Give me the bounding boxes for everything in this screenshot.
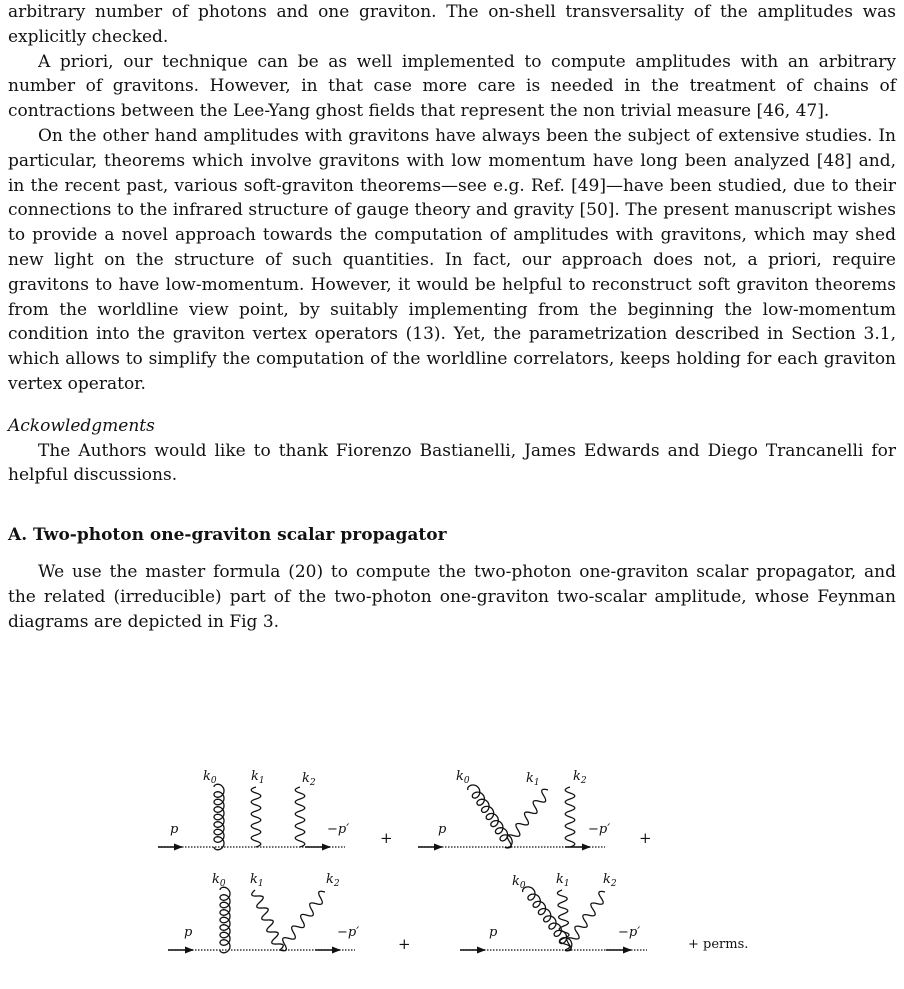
acknowledgments-heading: Ackowledgments — [8, 415, 155, 436]
label-p-in: p — [438, 822, 447, 837]
diagram-3 — [168, 887, 355, 953]
acknowledgments-body: The Authors would like to thank Fiorenzo Bastianelli, James Edwards and Diego Trancanelli for helpful discussions. — [8, 440, 896, 486]
label-k2: $k_2$ — [302, 771, 316, 788]
label-k0: $k_0$ — [212, 872, 226, 889]
photon-line — [280, 891, 325, 951]
label-p-out: −p′ — [588, 822, 611, 837]
plus-sign: + — [398, 935, 411, 953]
plus-sign: + — [639, 829, 652, 847]
label-p-in: p — [489, 925, 498, 940]
paper-page — [8, 0, 896, 634]
label-k1: $k_1$ — [526, 771, 540, 788]
photon-line — [251, 787, 261, 847]
label-k2: $k_2$ — [573, 769, 587, 786]
paragraph-continuation: arbitrary number of photons and one graviton. The on-shell transversality of the amplitudes was explicitly checked. — [8, 2, 896, 47]
label-k0: $k_0$ — [456, 769, 470, 786]
plus-sign: + — [380, 829, 393, 847]
label-p-out: −p′ — [327, 822, 350, 837]
photon-line — [295, 787, 305, 847]
diagram-4 — [460, 887, 647, 951]
label-k0: $k_0$ — [203, 769, 217, 786]
feynman-diagrams-svg — [0, 760, 904, 989]
label-k1: $k_1$ — [251, 769, 265, 786]
label-p-in: p — [170, 822, 179, 837]
feynman-diagrams-figure — [0, 760, 904, 989]
paragraph-soft-graviton: On the other hand amplitudes with gravitons have always been the subject of extensive studies. In particular, theorems which involve gravitons with low momentum have long been analyzed [48] and, in the recent past, various soft-graviton theorems—see e.g. Ref. [49]—have been studied, due to their connections to the infrared structure of gauge theory and gravity [50]. The present manuscript wishes to provide a novel approach towards the computation of amplitudes with gravitons, which may shed new light on the structure of such quantities. In fact, our approach does not, a priori, require gravitons to have low-momentum. However, it would be helpful to reconstruct soft graviton theorems from the worldline view point, by suitably implementing from the beginning the low-momentum condition into the graviton vertex operators (13). Yet, the parametrization described in Section 3.1, which allows to simplify the computation of the worldline correlators, keeps holding for each graviton vertex operator. — [8, 125, 896, 394]
label-p-in: p — [184, 925, 193, 940]
graviton-line — [214, 784, 224, 850]
paragraph-arbitrary-gravitons: A priori, our technique can be as well implemented to compute amplitudes with an arbitrary number of gravitons. However, in that case more care is needed in the treatment of chains of contractions between the Lee-Yang ghost fields that represent the non trivial measure [46, 47]. — [8, 51, 896, 122]
label-p-out: −p′ — [337, 925, 360, 940]
diagram-1 — [158, 784, 345, 850]
label-k2: $k_2$ — [603, 872, 617, 889]
label-k2: $k_2$ — [326, 872, 340, 889]
label-p-out: −p′ — [618, 925, 641, 940]
perms-label: + perms. — [688, 937, 749, 952]
photon-line — [565, 787, 575, 847]
label-k0: $k_0$ — [512, 874, 526, 891]
section-title: A. Two-photon one-graviton scalar propagator — [8, 525, 447, 546]
graviton-line — [468, 785, 513, 848]
paragraph-master-formula: We use the master formula (20) to compute the two-photon one-graviton scalar propagator, and the related (irreducible) part of the two-photon one-graviton two-scalar amplitude, whose Feynman diagrams are depicted in Fig 3. — [8, 561, 896, 632]
diagram-2 — [418, 785, 605, 848]
label-k1: $k_1$ — [250, 872, 264, 889]
graviton-line — [220, 887, 230, 953]
photon-line — [252, 890, 284, 950]
label-k1: $k_1$ — [556, 872, 570, 889]
